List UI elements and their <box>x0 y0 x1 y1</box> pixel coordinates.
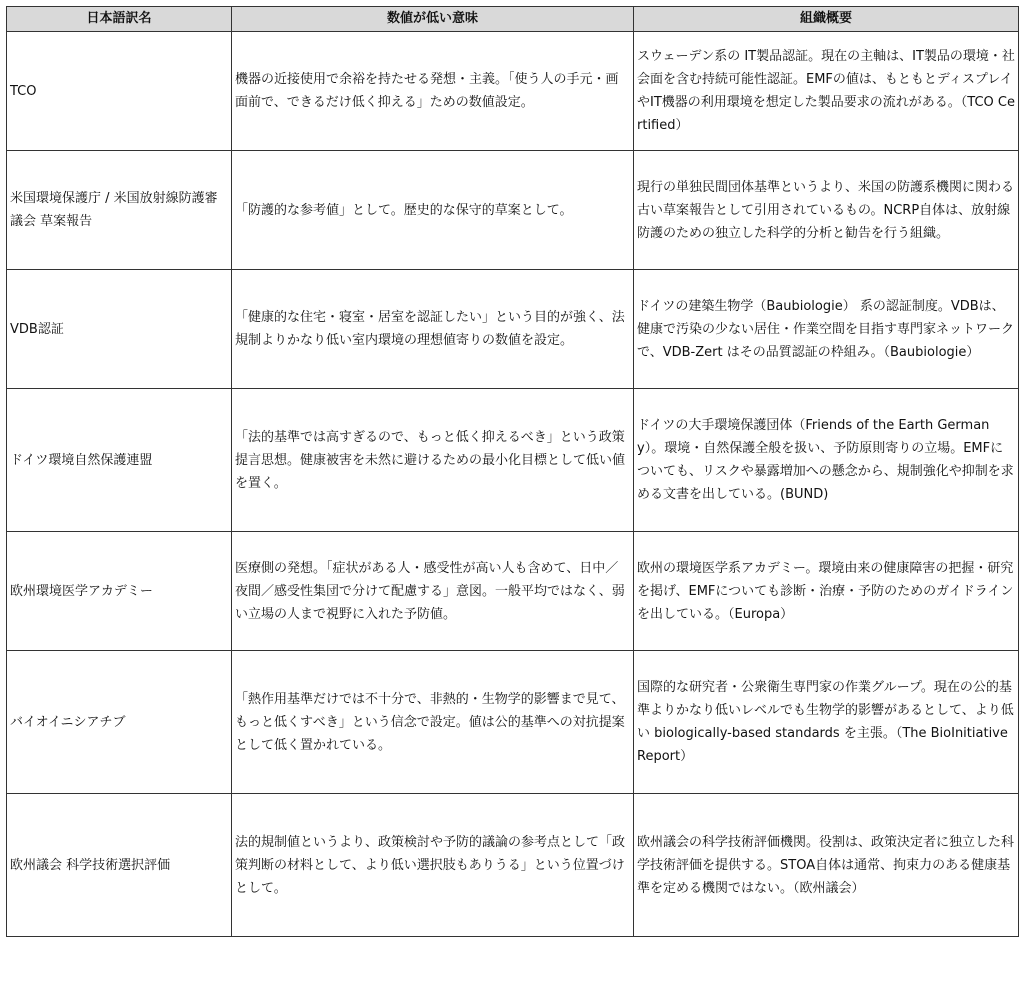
cell-overview: ドイツの建築生物学（Baubiologie） 系の認証制度。VDBは、健康で汚染の少ない居住・作業空間を目指す専門家ネットワークで、VDB-Zert はその品質認証の枠組み。（Baubiologie） <box>634 270 1019 389</box>
cell-name: VDB認証 <box>7 270 232 389</box>
header-japanese-name: 日本語訳名 <box>7 7 232 32</box>
cell-name: 米国環境保護庁 / 米国放射線防護審議会 草案報告 <box>7 151 232 270</box>
comparison-table-container <box>6 6 1018 937</box>
cell-meaning: 医療側の発想。「症状がある人・感受性が高い人も含めて、日中／夜間／感受性集団で分けて配慮する」意図。一般平均ではなく、弱い立場の人まで視野に入れた予防値。 <box>232 532 634 651</box>
cell-name: ドイツ環境自然保護連盟 <box>7 389 232 532</box>
header-organization-overview: 組織概要 <box>634 7 1019 32</box>
cell-name: TCO <box>7 32 232 151</box>
table-row <box>7 794 1019 937</box>
table-row <box>7 32 1019 151</box>
cell-name: 欧州環境医学アカデミー <box>7 532 232 651</box>
table-row <box>7 651 1019 794</box>
table-row <box>7 151 1019 270</box>
cell-meaning: 「防護的な参考値」として。歴史的な保守的草案として。 <box>232 151 634 270</box>
cell-overview: ドイツの大手環境保護団体（Friends of the Earth Germany）。環境・自然保護全般を扱い、予防原則寄りの立場。EMFについても、リスクや暴露増加への懸念から、規制強化や抑制を求める文書を出している。(BUND) <box>634 389 1019 532</box>
cell-overview: 国際的な研究者・公衆衛生専門家の作業グループ。現在の公的基準よりかなり低いレベルでも生物学的影響があるとして、より低い biologically-based standards を主張。（The BioInitiative Report） <box>634 651 1019 794</box>
cell-meaning: 「法的基準では高すぎるので、もっと低く抑えるべき」という政策提言思想。健康被害を未然に避けるための最小化目標として低い値を置く。 <box>232 389 634 532</box>
cell-name: バイオイニシアチブ <box>7 651 232 794</box>
cell-meaning: 「熱作用基準だけでは不十分で、非熱的・生物学的影響まで見て、もっと低くすべき」という信念で設定。値は公的基準への対抗提案として低く置かれている。 <box>232 651 634 794</box>
header-row <box>7 7 1019 32</box>
table-header <box>7 7 1019 32</box>
cell-overview: 欧州の環境医学系アカデミー。環境由来の健康障害の把握・研究を掲げ、EMFについても診断・治療・予防のためのガイドラインを出している。（Europa） <box>634 532 1019 651</box>
cell-meaning: 「健康的な住宅・寝室・居室を認証したい」という目的が強く、法規制よりかなり低い室内環境の理想値寄りの数値を設定。 <box>232 270 634 389</box>
cell-meaning: 機器の近接使用で余裕を持たせる発想・主義。「使う人の手元・画面前で、できるだけ低く抑える」ための数値設定。 <box>232 32 634 151</box>
table-row <box>7 389 1019 532</box>
cell-overview: 欧州議会の科学技術評価機関。役割は、政策決定者に独立した科学技術評価を提供する。STOA自体は通常、拘束力のある健康基準を定める機関ではない。（欧州議会） <box>634 794 1019 937</box>
header-low-value-meaning: 数値が低い意味 <box>232 7 634 32</box>
cell-overview: 現行の単独民間団体基準というより、米国の防護系機関に関わる古い草案報告として引用されているもの。NCRP自体は、放射線防護のための独立した科学的分析と勧告を行う組織。 <box>634 151 1019 270</box>
cell-name: 欧州議会 科学技術選択評価 <box>7 794 232 937</box>
table-row <box>7 270 1019 389</box>
cell-meaning: 法的規制値というより、政策検討や予防的議論の参考点として「政策判断の材料として、より低い選択肢もありうる」という位置づけとして。 <box>232 794 634 937</box>
table-row <box>7 532 1019 651</box>
cell-overview: スウェーデン系の IT製品認証。現在の主軸は、IT製品の環境・社会面を含む持続可能性認証。EMFの値は、もともとディスプレイやIT機器の利用環境を想定した製品要求の流れがある。（TCO Certified） <box>634 32 1019 151</box>
table-body <box>7 32 1019 937</box>
comparison-table <box>6 6 1019 937</box>
